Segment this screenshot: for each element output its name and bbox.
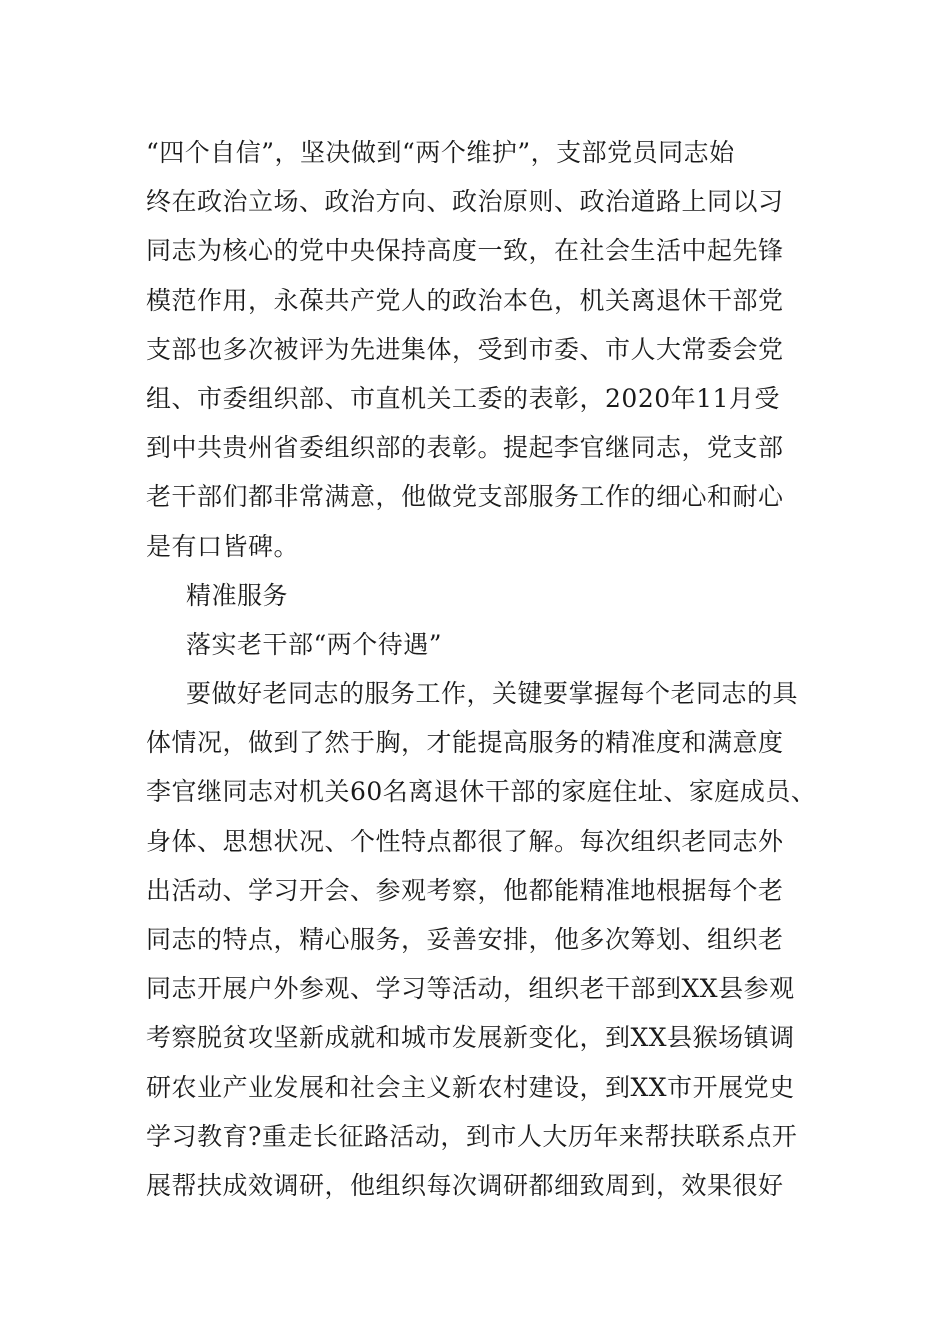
text-line: 考察脱贫攻坚新成就和城市发展新变化，到XX县猴场镇调 [146,1023,795,1053]
section-heading: 精准服务 [186,580,289,610]
text-line: “四个自信”，坚决做到“两个维护”，支部党员同志始 [146,138,735,167]
text-line: 身体、思想状况、个性特点都很了解。每次组织老同志外 [146,826,784,856]
text-line: 研农业产业发展和社会主义新农村建设，到XX市开展党史 [146,1072,795,1102]
text-line: 展帮扶成效调研，他组织每次调研都细致周到，效果很好 [146,1170,784,1200]
text-line: 组、市委组织部、市直机关工委的表彰，2020年11月受 [146,383,780,413]
text-line: 支部也多次被评为先进集体，受到市委、市人大常委会党 [146,334,784,364]
text-line: 终在政治立场、政治方向、政治原则、政治道路上同以习 [146,187,784,217]
text-line: 李官继同志对机关60名离退休干部的家庭住址、家庭成员、 [146,777,817,807]
text-line: 是有口皆碑。 [146,531,300,561]
text-line: 学习教育?重走长征路活动，到市人大历年来帮扶联系点开 [146,1121,798,1151]
text-line: 同志开展户外参观、学习等活动，组织老干部到XX县参观 [146,974,795,1004]
text-line: 同志为核心的党中央保持高度一致，在社会生活中起先锋 [146,236,784,266]
text-line: 老干部们都非常满意，他做党支部服务工作的细心和耐心 [146,482,784,512]
text-line: 到中共贵州省委组织部的表彰。提起李官继同志，党支部 [146,433,784,463]
text-line: 要做好老同志的服务工作，关键要掌握每个老同志的具 [186,679,799,709]
text-line: 出活动、学习开会、参观考察，他都能精准地根据每个老 [146,875,784,905]
document-body [146,128,836,1210]
text-line: 体情况，做到了然于胸，才能提高服务的精准度和满意度 [146,728,784,758]
text-line: 同志的特点，精心服务，妥善安排，他多次筹划、组织老 [146,925,784,954]
section-subheading: 落实老干部“两个待遇” [186,629,443,659]
text-line: 模范作用，永葆共产党人的政治本色，机关离退休干部党 [146,285,784,315]
